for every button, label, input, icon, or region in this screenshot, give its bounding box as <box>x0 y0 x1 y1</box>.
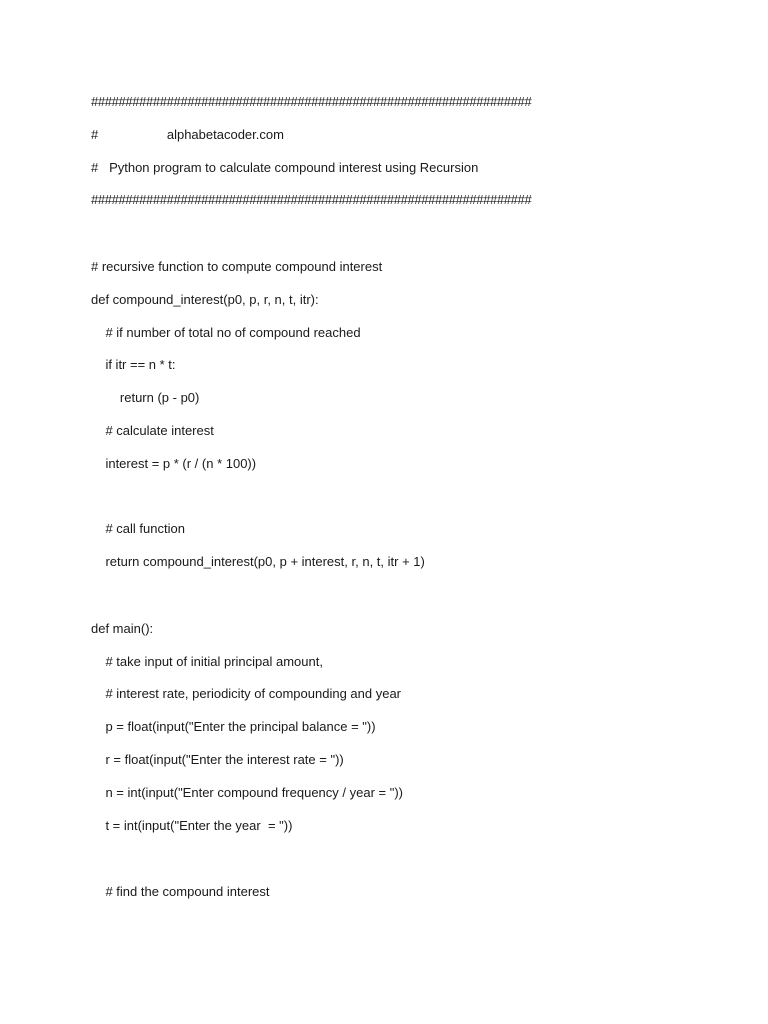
header-site-line: # alphabetacoder.com <box>91 127 284 142</box>
code-line: # interest rate, periodicity of compounding and year <box>91 686 402 701</box>
code-line: # recursive function to compute compound interest <box>91 259 383 274</box>
code-line: p = float(input("Enter the principal balance = ")) <box>91 719 376 734</box>
code-line: def main(): <box>91 621 154 636</box>
code-line: return compound_interest(p0, p + interest, r, n, t, itr + 1) <box>91 554 425 569</box>
code-line: # if number of total no of compound reached <box>91 325 361 340</box>
header-hash-line-bottom: ################################################################ <box>91 192 532 207</box>
code-line: n = int(input("Enter compound frequency / year = ")) <box>91 785 403 800</box>
code-line: if itr == n * t: <box>91 357 176 372</box>
code-line: return (p - p0) <box>91 390 200 405</box>
code-line: # take input of initial principal amount, <box>91 654 323 669</box>
header-title-line: # Python program to calculate compound interest using Recursion <box>91 160 479 175</box>
code-line: def compound_interest(p0, p, r, n, t, itr): <box>91 292 319 307</box>
code-line: # find the compound interest <box>91 884 270 899</box>
code-line: t = int(input("Enter the year = ")) <box>91 818 293 833</box>
code-line: r = float(input("Enter the interest rate = ")) <box>91 752 344 767</box>
code-line: # calculate interest <box>91 423 214 438</box>
header-hash-line-top: ################################################################ <box>91 94 532 109</box>
code-line: interest = p * (r / (n * 100)) <box>91 456 257 471</box>
code-line: # call function <box>91 521 185 536</box>
